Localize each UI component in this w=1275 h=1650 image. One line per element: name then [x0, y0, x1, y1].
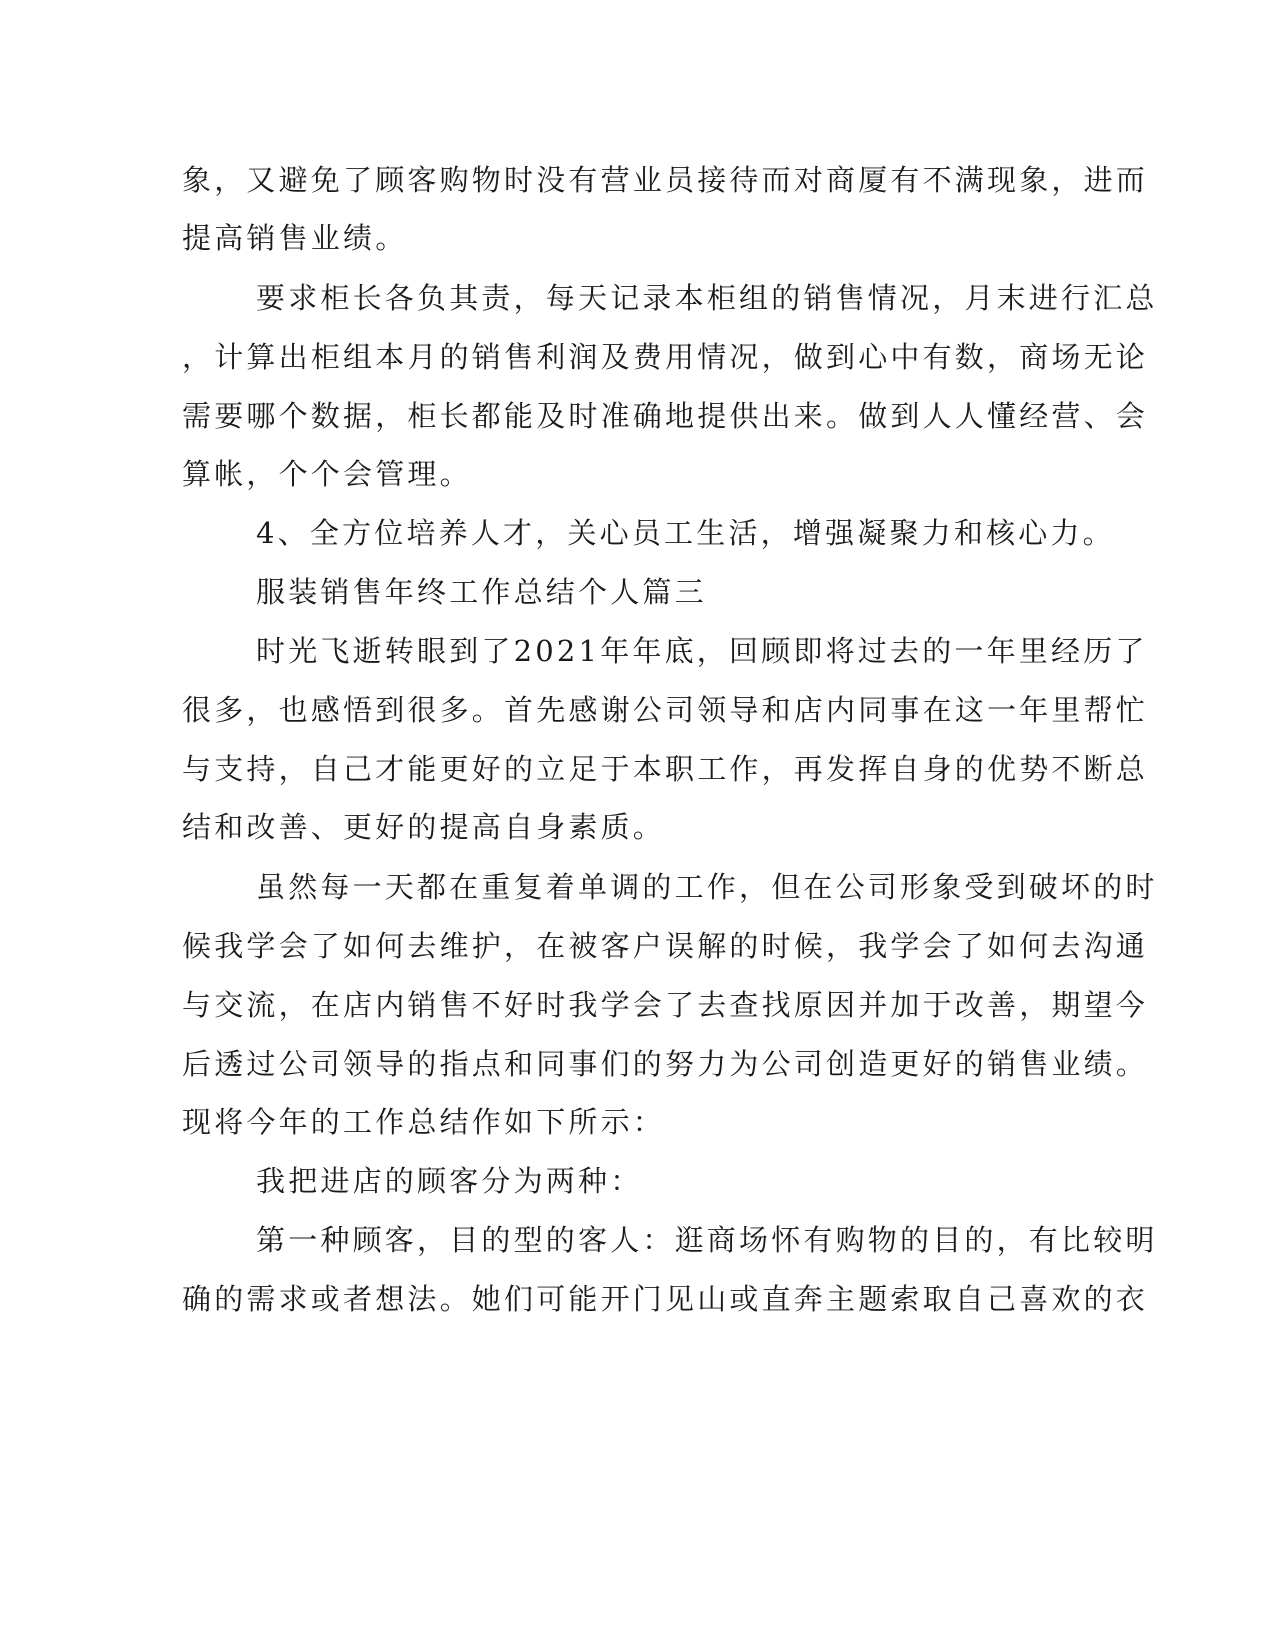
text-line: ，计算出柜组本月的销售利润及费用情况，做到心中有数，商场无论: [182, 340, 1149, 374]
text-line: 提高销售业绩。: [182, 221, 408, 255]
text-line: 与交流，在店内销售不好时我学会了去查找原因并加于改善，期望今: [182, 988, 1149, 1022]
text-line: 很多，也感悟到很多。首先感谢公司领导和店内同事在这一年里帮忙: [182, 693, 1149, 727]
text-line: 算帐，个个会管理。: [182, 457, 472, 491]
section-heading: 服装销售年终工作总结个人篇三: [256, 575, 707, 609]
paragraph-line: 要求柜长各负其责，每天记录本柜组的销售情况，月末进行汇总: [256, 281, 1158, 315]
text-line: 象，又避免了顾客购物时没有营业员接待而对商厦有不满现象，进而: [182, 163, 1149, 197]
text-line: 后透过公司领导的指点和同事们的努力为公司创造更好的销售业绩。: [182, 1047, 1149, 1081]
text-line: 与支持，自己才能更好的立足于本职工作，再发挥自身的优势不断总: [182, 752, 1149, 786]
paragraph-line: 4、全方位培养人才，关心员工生活，增强凝聚力和核心力。: [256, 516, 1115, 550]
paragraph-line: 虽然每一天都在重复着单调的工作，但在公司形象受到破坏的时: [256, 870, 1158, 904]
paragraph-line: 时光飞逝转眼到了2021年年底，回顾即将过去的一年里经历了: [256, 634, 1148, 668]
text-line: 确的需求或者想法。她们可能开门见山或直奔主题索取自己喜欢的衣: [182, 1282, 1149, 1316]
text-line: 候我学会了如何去维护，在被客户误解的时候，我学会了如何去沟通: [182, 929, 1149, 963]
text-line: 现将今年的工作总结作如下所示：: [182, 1105, 666, 1139]
paragraph-line: 我把进店的顾客分为两种：: [256, 1164, 643, 1198]
paragraph-line: 第一种顾客，目的型的客人：逛商场怀有购物的目的，有比较明: [256, 1223, 1158, 1257]
text-line: 需要哪个数据，柜长都能及时准确地提供出来。做到人人懂经营、会: [182, 399, 1149, 433]
text-line: 结和改善、更好的提高自身素质。: [182, 810, 666, 844]
